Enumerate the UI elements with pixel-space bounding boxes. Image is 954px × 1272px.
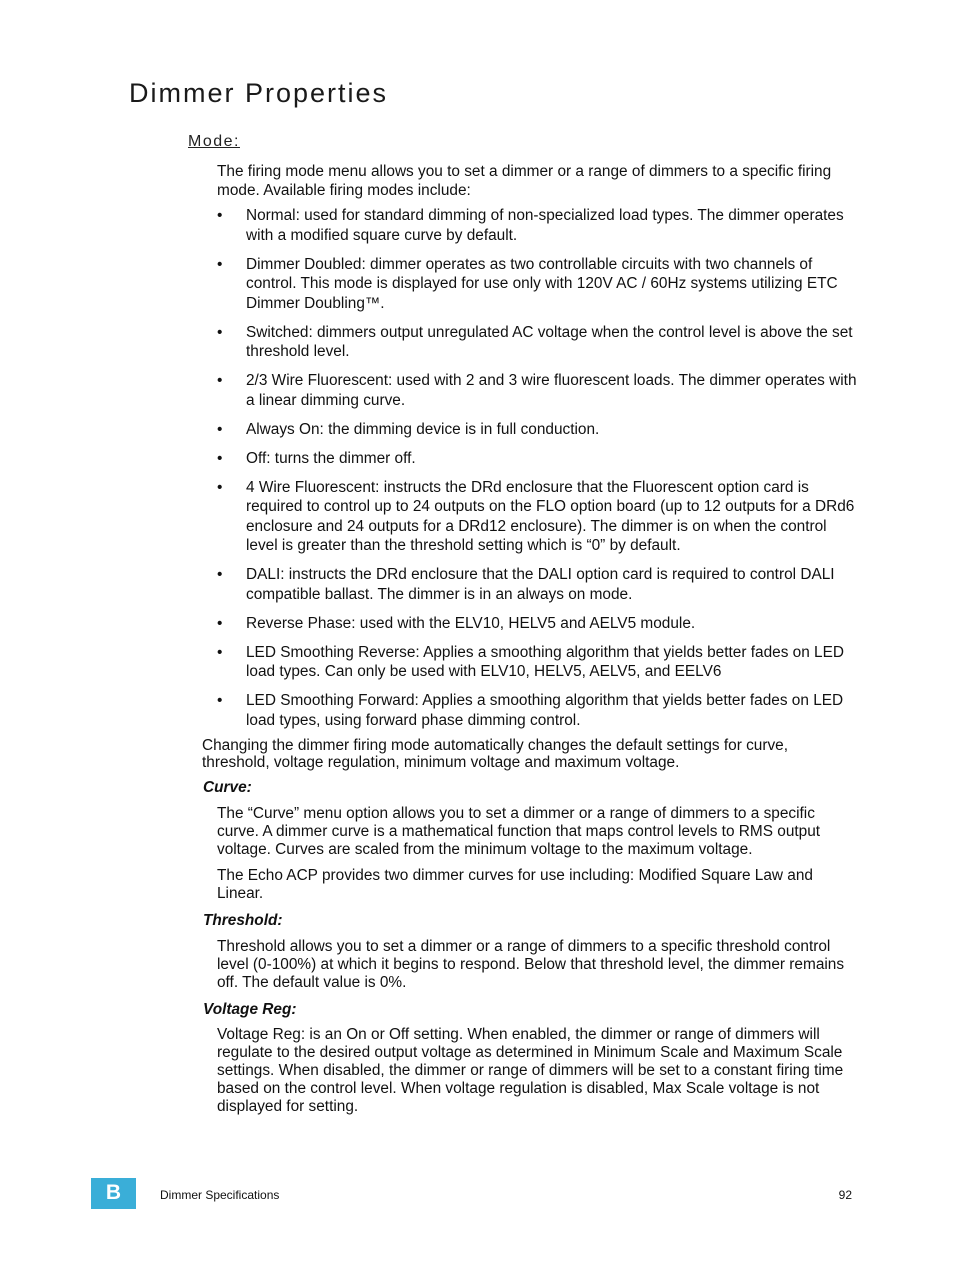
- curve-heading: Curve:: [203, 779, 252, 796]
- voltage-reg-heading: Voltage Reg:: [203, 1001, 297, 1018]
- list-item: [217, 565, 857, 604]
- bullet-marker: •: [217, 566, 223, 583]
- bullet-marker: •: [217, 372, 223, 389]
- list-item-text: Reverse Phase: used with the ELV10, HELV5 and AELV5 module.: [246, 614, 696, 632]
- list-item-text: Dimmer Doubled: dimmer operates as two controllable circuits with two channels of control. This mode is displayed for use only with 120V AC / 60Hz systems utilizing ETC Dimmer Doubling™.: [246, 255, 838, 312]
- bullet-marker: •: [217, 478, 223, 496]
- appendix-badge: B: [91, 1178, 136, 1209]
- list-item: [217, 691, 857, 730]
- footer-section-title: Dimmer Specifications: [160, 1188, 280, 1202]
- list-item: [217, 478, 857, 556]
- voltage-reg-paragraph: Voltage Reg: is an On or Off setting. When enabled, the dimmer or range of dimmers will regulate to the desired output voltage as determined in Minimum Scale and Maximum Scale settings. When disabled, the dimmer or range of dimmers will be set to a constant firing time based on the control level. When voltage regulation is disabled, Max Scale voltage is not displayed for setting.: [217, 1026, 844, 1115]
- bullet-marker: •: [217, 207, 223, 224]
- threshold-paragraph: Threshold allows you to set a dimmer or a range of dimmers to a specific threshold control level (0-100%) at which it begins to respond. Below that threshold level, the dimmer remains off. The default value is 0%.: [217, 938, 845, 991]
- list-item: [217, 643, 857, 682]
- list-item: [217, 449, 857, 469]
- list-item-text: LED Smoothing Reverse: Applies a smoothing algorithm that yields better fades on LED load types. Can only be used with ELV10, HELV5, AELV5, and EELV6: [246, 643, 844, 680]
- bullet-marker: •: [217, 643, 223, 661]
- list-item-text: 4 Wire Fluorescent: instructs the DRd enclosure that the Fluorescent option card is required to control up to 24 outputs on the FLO option board (up to 12 outputs for a DRd6 enclosure and 24 outputs for a DRd12 enclosure). The dimmer is on when the control level is greater than the threshold setting which is “0” by default.: [246, 478, 855, 554]
- list-item-text: Normal: used for standard dimming of non-specialized load types. The dimmer operates with a modified square curve by default.: [246, 207, 844, 244]
- intro-paragraph: The firing mode menu allows you to set a dimmer or a range of dimmers to a specific firing mode. Available firing modes include:: [217, 163, 832, 199]
- bullet-marker: •: [217, 323, 223, 341]
- list-item: [217, 420, 857, 440]
- bullet-marker: •: [217, 449, 223, 467]
- curve-paragraph-2: The Echo ACP provides two dimmer curves for use including: Modified Square Law and Linear.: [217, 867, 813, 902]
- list-item-text: Switched: dimmers output unregulated AC voltage when the control level is above the set threshold level.: [246, 323, 853, 360]
- section-heading-mode: Mode:: [188, 133, 240, 150]
- summary-paragraph: Changing the dimmer firing mode automatically changes the default settings for curve, threshold, voltage regulation, minimum voltage and maximum voltage.: [202, 737, 789, 771]
- list-item-text: Off: turns the dimmer off.: [246, 449, 416, 467]
- bullet-marker: •: [217, 255, 223, 273]
- bullet-marker: •: [217, 420, 223, 438]
- list-item: [217, 323, 857, 362]
- list-item: [217, 255, 857, 314]
- list-item-text: LED Smoothing Forward: Applies a smoothing algorithm that yields better fades on LED load types, using forward phase dimming control.: [246, 692, 844, 729]
- bullet-marker: •: [217, 614, 223, 632]
- list-item-text: Always On: the dimming device is in full conduction.: [246, 420, 600, 438]
- page-title: Dimmer Properties: [129, 78, 389, 108]
- curve-paragraph: The “Curve” menu option allows you to set a dimmer or a range of dimmers to a specific curve. A dimmer curve is a mathematical function that maps control levels to RMS output voltage. Curves are scaled from the minimum voltage to the maximum voltage.: [217, 805, 821, 858]
- bullet-marker: •: [217, 692, 223, 709]
- list-item: [217, 614, 857, 634]
- page-number: 92: [838, 1188, 852, 1202]
- list-item-text: 2/3 Wire Fluorescent: used with 2 and 3 wire fluorescent loads. The dimmer operates with a linear dimming curve.: [246, 372, 857, 409]
- list-item-text: DALI: instructs the DRd enclosure that the DALI option card is required to control DALI compatible ballast. The dimmer is in an always on mode.: [246, 566, 835, 603]
- firing-mode-list: [217, 206, 857, 740]
- list-item: [217, 206, 857, 245]
- list-item: [217, 371, 857, 410]
- threshold-heading: Threshold:: [203, 912, 283, 929]
